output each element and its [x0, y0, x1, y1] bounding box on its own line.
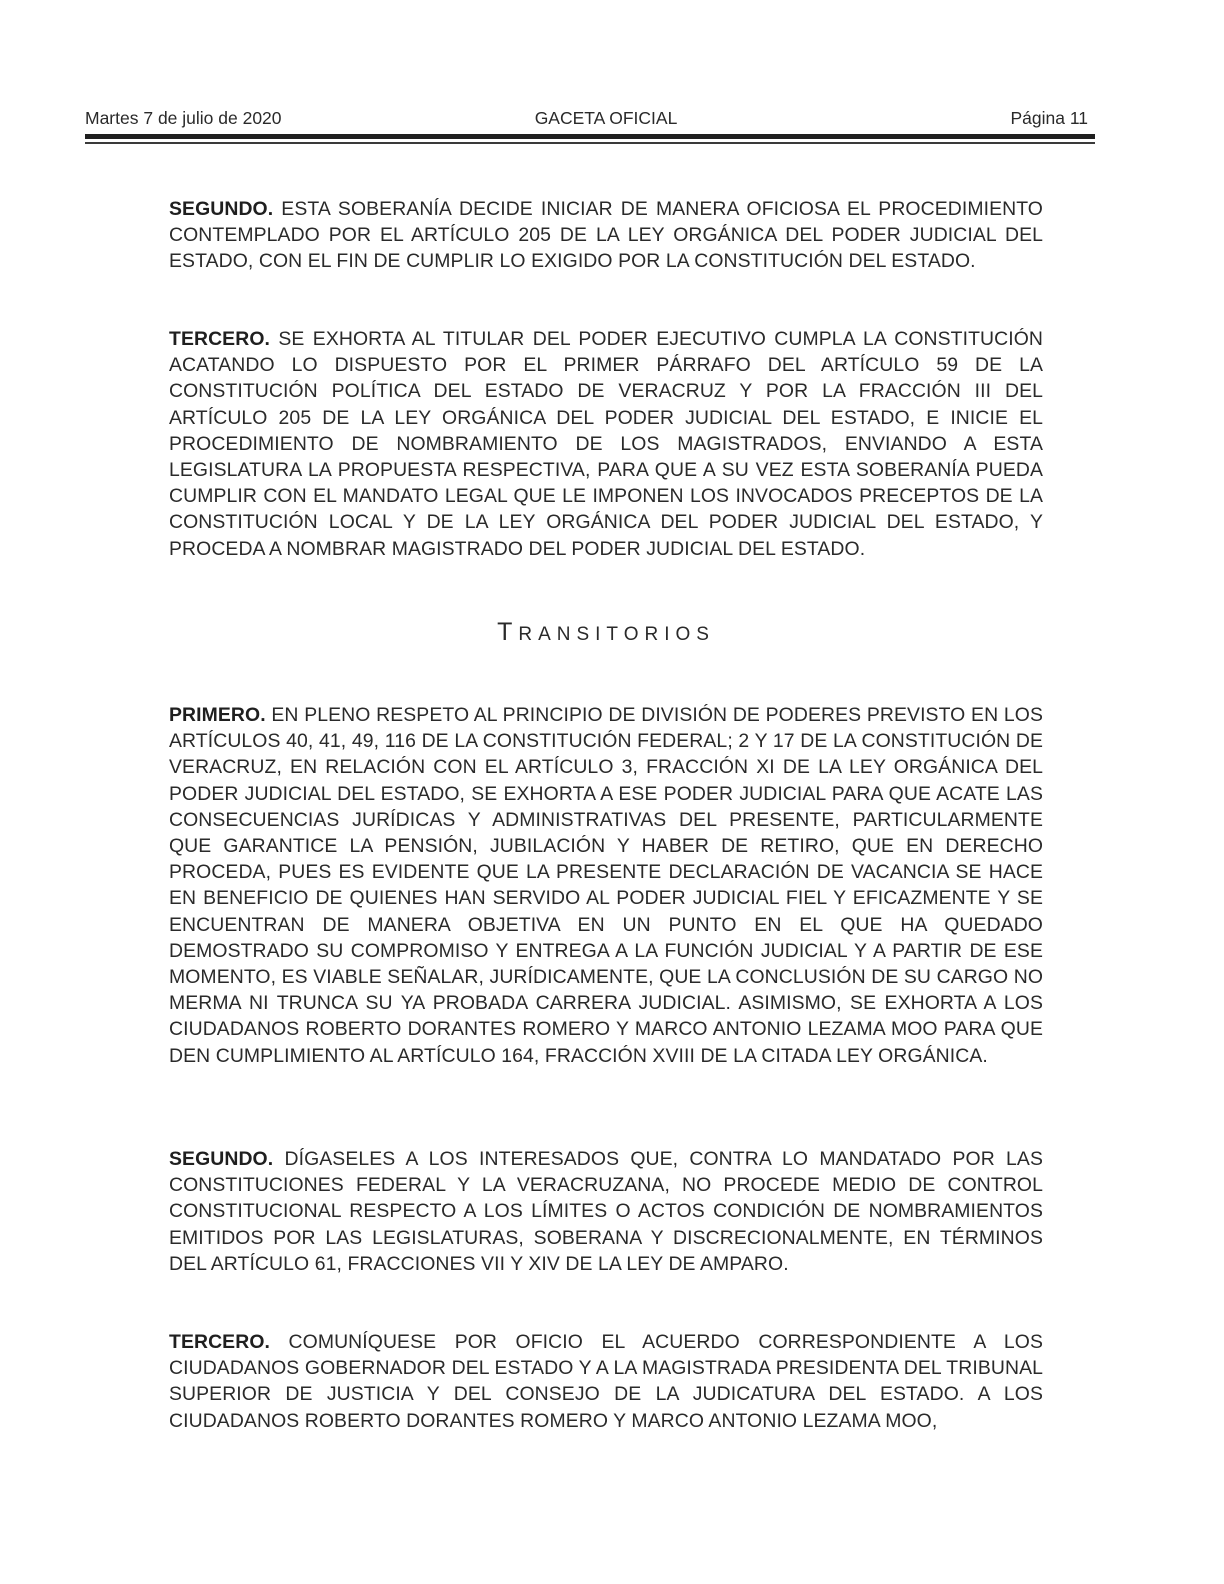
header-date: Martes 7 de julio de 2020: [85, 108, 282, 128]
acuerdo-tercero: [169, 326, 1043, 562]
header-page-number: Página 11: [1010, 108, 1088, 128]
section-title-rest: RANSITORIOS: [518, 624, 715, 645]
transitorio-primero: [169, 702, 1043, 1069]
acuerdo-tercero-text: SE EXHORTA AL TITULAR DEL PODER EJECUTIVO CUMPLA LA CONSTITUCIÓN ACATANDO LO DISPUESTO POR EL PRIMER PÁRRAFO DEL ARTÍCULO 59 DE LA CONSTITUCIÓN POLÍTICA DEL ESTADO DE VERACRUZ Y POR LA FRACCIÓN III DEL ARTÍCULO 205 DE LA LEY ORGÁNICA DEL PODER JUDICIAL DEL ESTADO, E INICIE EL PROCEDIMIENTO DE NOMBRAMIENTO DE LOS MAGISTRADOS, ENVIANDO A ESTA LEGISLATURA LA PROPUESTA RESPECTIVA, PARA QUE A SU VEZ ESTA SOBERANÍA PUEDA CUMPLIR CON EL MANDATO LEGAL QUE LE IMPONEN LOS INVOCADOS PRECEPTOS DE LA CONSTITUCIÓN LOCAL Y DE LA LEY ORGÁNICA DEL PODER JUDICIAL DEL ESTADO, Y PROCEDA A NOMBRAR MAGISTRADO DEL PODER JUDICIAL DEL ESTADO.: [169, 328, 1043, 560]
page-header: [85, 108, 1094, 132]
transitorio-primero-text: EN PLENO RESPETO AL PRINCIPIO DE DIVISIÓN DE PODERES PREVISTO EN LOS ARTÍCULOS 40, 41, 49, 116 DE LA CONSTITUCIÓN FEDERAL; 2 Y 17 DE LA CONSTITUCIÓN DE VERACRUZ, EN RELACIÓN CON EL ARTÍCULO 3, FRACCIÓN XI DE LA LEY ORGÁNICA DEL PODER JUDICIAL DEL ESTADO, SE EXHORTA A ESE PODER JUDICIAL PARA QUE ACATE LAS CONSECUENCIAS JURÍDICAS Y ADMINISTRATIVAS DEL PRESENTE, PARTICULARMENTE QUE GARANTICE LA PENSIÓN, JUBILACIÓN Y HABER DE RETIRO, QUE EN DERECHO PROCEDA, PUES ES EVIDENTE QUE LA PRESENTE DECLARACIÓN DE VACANCIA SE HACE EN BENEFICIO DE QUIENES HAN SERVIDO AL PODER JUDICIAL FIEL Y EFICAZMENTE Y SE ENCUENTRAN DE MANERA OBJETIVA EN UN PUNTO EN EL QUE HA QUEDADO DEMOSTRADO SU COMPROMISO Y ENTREGA A LA FUNCIÓN JUDICIAL Y A PARTIR DE ESE MOMENTO, ES VIABLE SEÑALAR, JURÍDICAMENTE, QUE LA CONCLUSIÓN DE SU CARGO NO MERMA NI TRUNCA SU YA PROBADA CARRERA JUDICIAL. ASIMISMO, SE EXHORTA A LOS CIUDADANOS ROBERTO DORANTES ROMERO Y MARCO ANTONIO LEZAMA MOO PARA QUE DEN CUMPLIMIENTO AL ARTÍCULO 164, FRACCIÓN XVIII DE LA CITADA LEY ORGÁNICA.: [169, 704, 1043, 1067]
transitorio-tercero: [169, 1329, 1043, 1434]
header-publication: GACETA OFICIAL: [534, 108, 678, 128]
transitorio-segundo-label: SEGUNDO.: [169, 1148, 274, 1170]
acuerdo-segundo: [169, 196, 1043, 275]
transitorio-segundo: [169, 1146, 1043, 1277]
transitorio-segundo-text: DÍGASELES A LOS INTERESADOS QUE, CONTRA LO MANDATADO POR LAS CONSTITUCIONES FEDERAL Y LA VERACRUZANA, NO PROCEDE MEDIO DE CONTROL CONSTITUCIONAL RESPECTO A LOS LÍMITES O ACTOS CONDICIÓN DE NOMBRAMIENTOS EMITIDOS POR LAS LEGISLATURAS, SOBERANA Y DISCRECIONALMENTE, EN TÉRMINOS DEL ARTÍCULO 61, FRACCIONES VII Y XIV DE LA LEY DE AMPARO.: [169, 1148, 1043, 1275]
acuerdo-segundo-label: SEGUNDO.: [169, 198, 274, 220]
header-rule-thick: [85, 134, 1095, 139]
header-rule-thin: [85, 142, 1095, 144]
transitorio-tercero-label: TERCERO.: [169, 1331, 270, 1353]
section-title-initial: T: [497, 618, 519, 646]
acuerdo-tercero-label: TERCERO.: [169, 328, 270, 350]
acuerdo-segundo-text: ESTA SOBERANÍA DECIDE INICIAR DE MANERA OFICIOSA EL PROCEDIMIENTO CONTEMPLADO POR EL ARTÍCULO 205 DE LA LEY ORGÁNICA DEL PODER JUDICIAL DEL ESTADO, CON EL FIN DE CUMPLIR LO EXIGIDO POR LA CONSTITUCIÓN DEL ESTADO.: [169, 198, 1043, 273]
transitorio-primero-label: PRIMERO.: [169, 704, 266, 726]
transitorio-tercero-text: COMUNÍQUESE POR OFICIO EL ACUERDO CORRESPONDIENTE A LOS CIUDADANOS GOBERNADOR DEL ESTADO Y A LA MAGISTRADA PRESIDENTA DEL TRIBUNAL SUPERIOR DE JUSTICIA Y DEL CONSEJO DE LA JUDICATURA DEL ESTADO. A LOS CIUDADANOS ROBERTO DORANTES ROMERO Y MARCO ANTONIO LEZAMA MOO,: [169, 1331, 1043, 1432]
section-title-transitorios: [169, 618, 1043, 647]
